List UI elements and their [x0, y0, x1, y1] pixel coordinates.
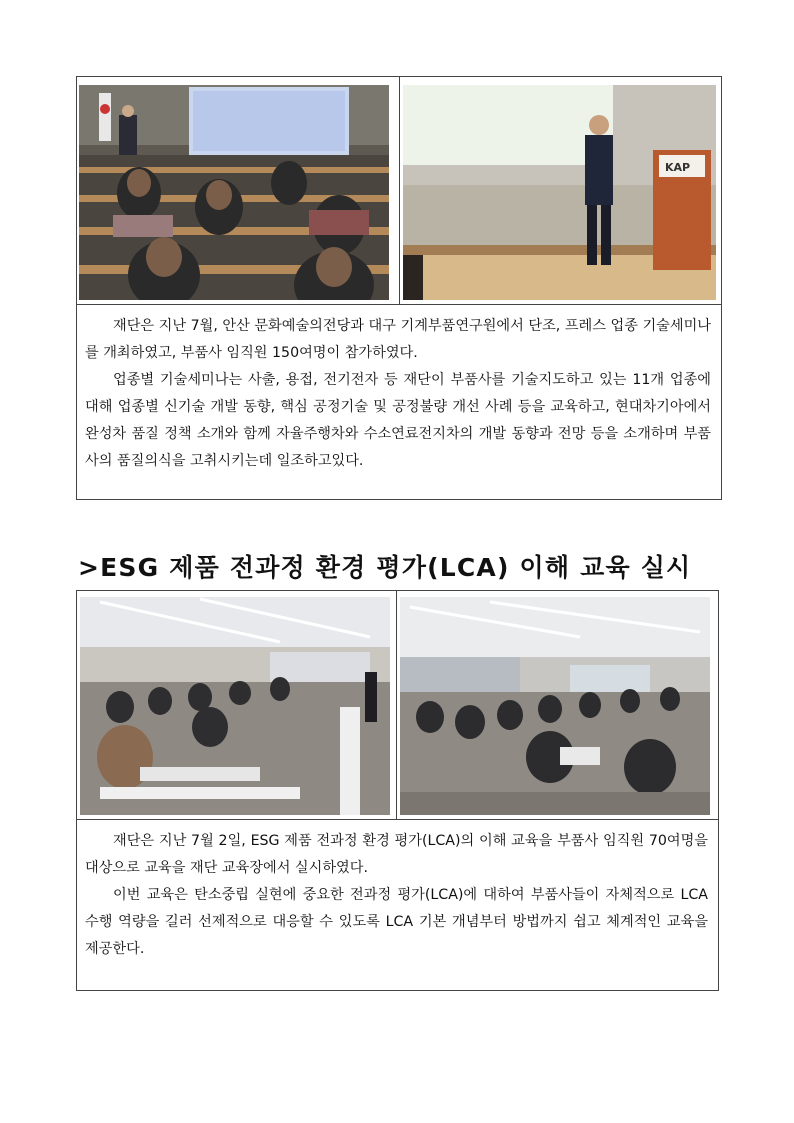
speaker-photo	[403, 85, 716, 300]
lca-paragraph-2: 이번 교육은 탄소중립 실현에 중요한 전과정 평가(LCA)에 대하여 부품사들이 자체적으로 LCA 수행 역량을 길러 선제적으로 대응할 수 있도록 LCA 기본 개념부터 방법까지 쉽고 체계적인 교육을 제공한다.	[85, 887, 708, 957]
seminar-paragraph-1: 재단은 지난 7월, 안산 문화예술의전당과 대구 기계부품연구원에서 단조, 프레스 업종 기술세미나를 개최하였고, 부품사 임직원 150여명이 참가하였다.	[85, 318, 711, 361]
lca-classroom-photo-left	[80, 597, 390, 815]
seminar-paragraph-2: 업종별 기술세미나는 사출, 용접, 전기전자 등 재단이 부품사를 기술지도하고 있는 11개 업종에 대해 업종별 신기술 개발 동향, 핵심 공정기술 및 공정불량 개선 사례 등을 교육하고, 현대차기아에서 완성차 품질 정책 소개와 함께 자율주행차와 수소연료전지차의 개발 동향과 전망 등을 소개하며 부품사의 품질의식을 고취시키는데 일조하고있다.	[85, 372, 711, 469]
photo-cell-left	[77, 77, 399, 304]
seminar-text-cell	[77, 304, 721, 499]
seminar-article-box	[76, 76, 722, 500]
lca-photo-cell-left	[77, 591, 396, 819]
lca-classroom-photo-right	[400, 597, 710, 815]
lca-photo-cell-right	[396, 591, 718, 819]
lca-article-box	[76, 590, 719, 991]
lca-paragraph-1: 재단은 지난 7월 2일, ESG 제품 전과정 환경 평가(LCA)의 이해 교육을 부품사 임직원 70여명을 대상으로 교육을 재단 교육장에서 실시하였다.	[85, 833, 708, 876]
photo-cell-right	[399, 77, 721, 304]
podium-logo-text: KAP	[665, 161, 691, 174]
lca-text-cell	[77, 819, 718, 990]
seminar-hall-photo	[79, 85, 389, 300]
lca-section-heading: >ESG 제품 전과정 환경 평가(LCA) 이해 교육 실시	[78, 553, 692, 582]
